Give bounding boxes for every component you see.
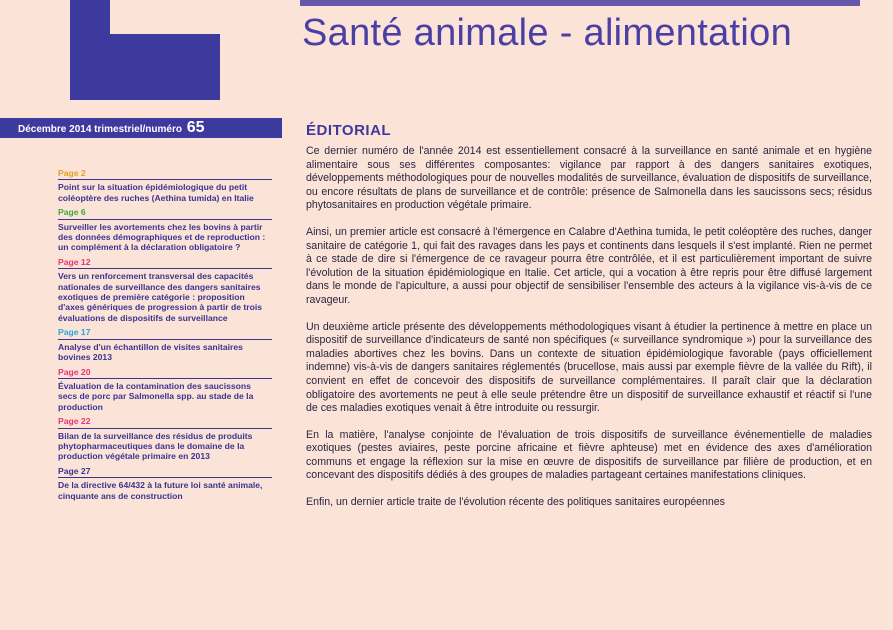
toc-text: Bilan de la surveillance des résidus de produits phytopharmaceutiques dans le domaine de la production végétale primaire en 2013 [58,430,253,462]
editorial-paragraph: Enfin, un dernier article traite de l'évolution récente des politiques sanitaires européennes [306,496,725,509]
toc-divider [58,477,272,478]
toc-item[interactable] [58,466,272,501]
issue-bar [0,118,282,138]
logo-letter-e [70,0,220,100]
toc-text: Vers un renforcement transversal des capacités nationales de surveillance des dangers sanitaires exotiques de première catégorie : proposition d'axes génériques de progression à partir de trois évaluations de dispositifs de surveillance [58,271,263,323]
toc-item[interactable] [58,416,272,462]
toc-item[interactable] [58,327,272,362]
toc-page: Page 27 [58,465,91,476]
toc-page: Page 22 [58,416,91,427]
toc-divider [58,179,272,180]
editorial-heading: ÉDITORIAL [306,122,392,139]
masthead-title: Santé animale - alimentation [302,12,793,54]
toc-divider [58,428,272,429]
masthead-bar [300,0,860,6]
toc-item[interactable] [58,168,272,203]
editorial-paragraph: Ce dernier numéro de l'année 2014 est essentiellement consacré à la surveillance en santé animale et en hygiène alimentaire sous ses différentes composantes: vigilance par rapport à des dangers sanitaires exotiques, développements méthodologiques pour de nouvelles modalités de surveillance, évaluation de dispositifs de surveillance, ou encore résultats de plans de surveillance et de contrôle: présence de Salmonella dans les saucissons secs; résidus phytosanitaires en production végétale primaire. [306,145,872,212]
editorial-paragraph: En la matière, l'analyse conjointe de l'évaluation de trois dispositifs de surveillance événementielle de maladies exotiques (pestes aviaires, peste porcine africaine et fièvre aphteuse) met en évidence des axes d'amélioration communs et engage la réflexion sur la mise en œuvre de dispositifs de surveillance par filière de production, et en concevant des dispositifs dédiés à des groupes de maladies partageant certaines manifestations cliniques. [306,428,872,482]
toc-divider [58,339,272,340]
toc-divider [58,268,272,269]
editorial-body [306,145,872,523]
toc-page: Page 20 [58,366,91,377]
toc-divider [58,378,272,379]
issue-number: 65 [186,119,205,136]
toc-item[interactable] [58,257,272,323]
toc-text: Surveiller les avortements chez les bovins à partir des données démographiques et de reproduction : un complément à la déclaration obligatoire ? [58,221,266,253]
toc-text: Évaluation de la contamination des saucissons secs de porc par Salmonella spp. au stade de la production [58,380,254,412]
toc-page: Page 17 [58,327,91,338]
toc-text: De la directive 64/432 à la future loi santé animale, cinquante ans de construction [58,480,263,501]
toc-divider [58,219,272,220]
table-of-contents [58,168,272,505]
toc-page: Page 12 [58,256,91,267]
editorial-paragraph: Ainsi, un premier article est consacré à l'émergence en Calabre d'Aethina tumida, le petit coléoptère des ruches, danger sanitaire de catégorie 1, qui fait des ravages dans les pays et continents dans lesquels il s'est implanté. Rien ne permet à ce stade de dire si l'émergence de ce ravageur pourra être contrôlée, et il est particulièrement important de suivre l'évolution de la situation épidémiologique en Italie. Cet article, qui a vocation à être repris pour être diffusé largement dans le monde de l'apiculture, a aussi pour objectif de sensibiliser l'ensemble des acteurs à la vigilance vis-à-vis de ce ravageur. [306,225,872,306]
toc-text: Point sur la situation épidémiologique du petit coléoptère des ruches (Aethina tumida) en Italie [58,182,254,203]
toc-item[interactable] [58,367,272,413]
toc-page: Page 6 [58,207,86,218]
toc-text: Analyse d'un échantillon de visites sanitaires bovines 2013 [58,341,243,363]
issue-label: Décembre 2014 trimestriel/numéro [18,124,182,135]
toc-item[interactable] [58,207,272,253]
editorial-paragraph: Un deuxième article présente des développements méthodologiques visant à étudier la pertinence à mettre en place un dispositif de surveillance d'indicateurs de santé non spécifiques (« surveillance syndromique ») pour la surveillance des maladies abortives chez les bovins. Dans un contexte de situation épidémiologique favorable (pays officiellement indemne) vis-à-vis de dangers sanitaires réglementés (brucellose, mais aussi par exemple fièvre de la vallée du Rift), il convient en effet de concevoir des dispositifs de surveillance complémentaires. Il paraît clair que la déclaration obligatoire des avortements ne peut à elle seule prétendre être un dispositif de surveillance exhaustif et réactif si l'une de ces maladies exotiques venait à être introduite ou ressurgir. [306,320,872,415]
toc-page: Page 2 [58,168,86,178]
